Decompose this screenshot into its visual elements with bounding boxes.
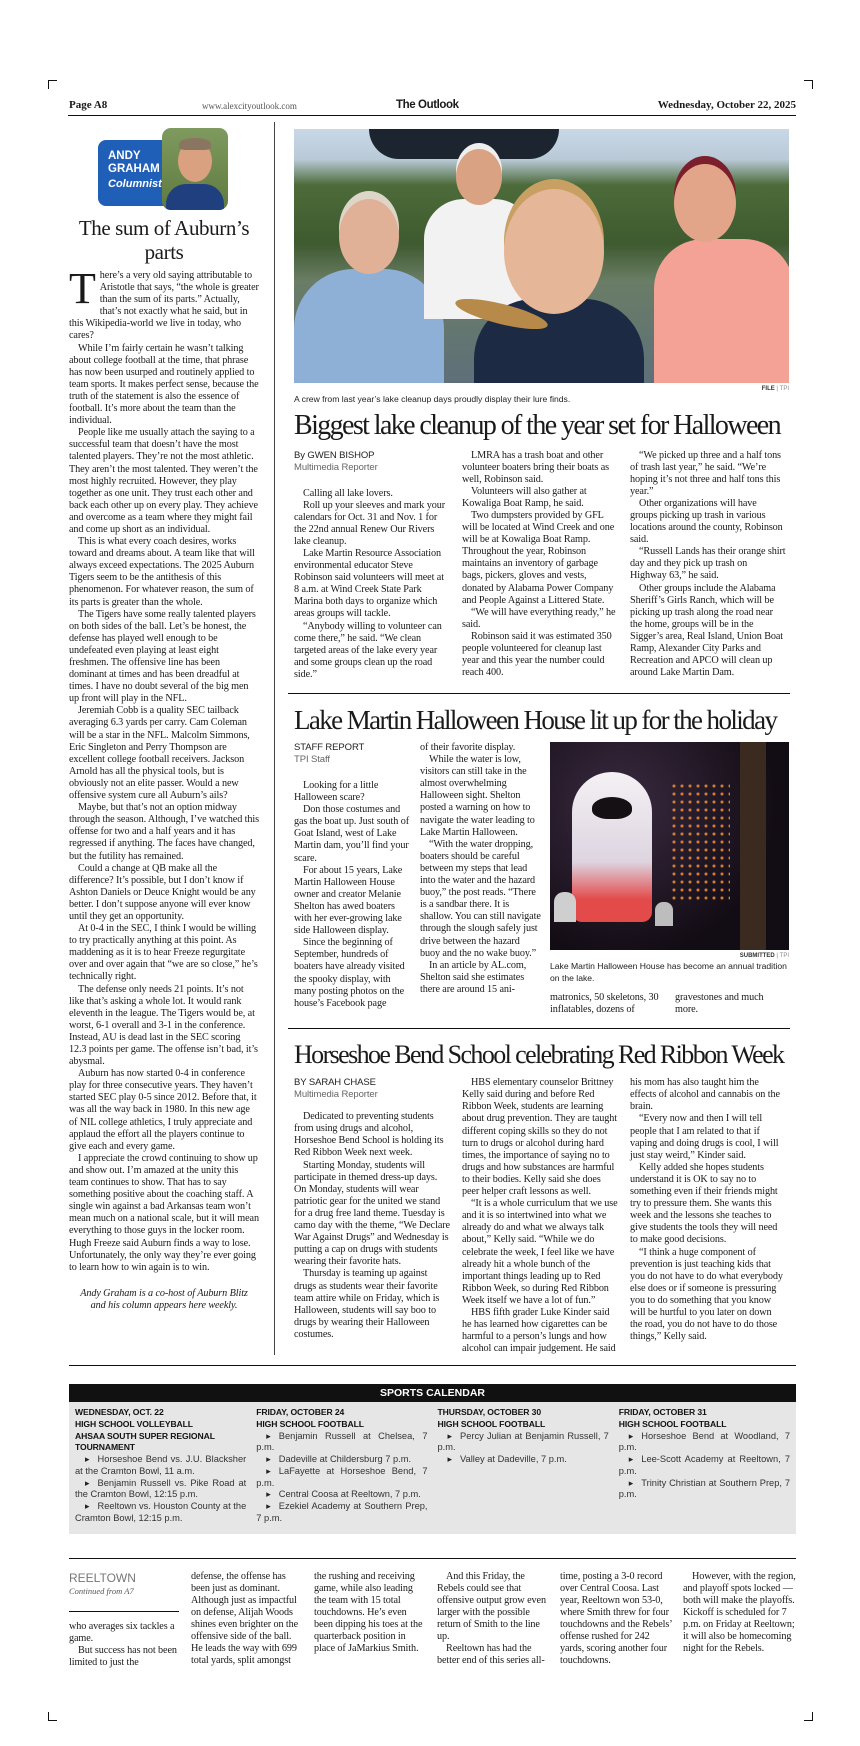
ghost-decoration bbox=[572, 772, 652, 922]
columnist-badge bbox=[98, 128, 228, 210]
headline-container bbox=[294, 408, 786, 444]
paragraph: Two dumpsters provided by GFL will be located at Wind Creek and one will be at Kowaliga Boat Ramp. Throughout the year, Robinson maintains an inventory of garbage bags, pickers, gloves and vests, donated by Alabama Power Company and People Against a Littered State. bbox=[462, 509, 615, 606]
person-right-head bbox=[674, 164, 736, 242]
calendar-game: ▸ Benjamin Russell at Chelsea, 7 p.m. bbox=[256, 1431, 427, 1454]
photo-credit: SUBMITTED | TPI bbox=[739, 953, 789, 959]
columnist-photo bbox=[162, 128, 228, 210]
paragraph: of their favorite display. bbox=[420, 742, 516, 753]
calendar-day bbox=[438, 1407, 609, 1524]
column-tagline: Andy Graham is a co-host of Auburn Blitz and his column appears here weekly. bbox=[80, 1287, 248, 1311]
continued-from[interactable]: Continued from A7 bbox=[69, 1586, 134, 1597]
byline bbox=[294, 1077, 450, 1101]
calendar-date: FRIDAY, OCTOBER 31 bbox=[618, 1407, 707, 1418]
reeltown-title: REELTOWN bbox=[69, 1571, 136, 1586]
byline bbox=[294, 450, 450, 474]
sports-calendar-title: SPORTS CALENDAR bbox=[379, 1387, 485, 1400]
sports-calendar-header bbox=[69, 1384, 796, 1402]
paragraph: Robinson said it was estimated 350 people volunteered for cleanup last year and this year the number could reach 400. bbox=[462, 630, 612, 679]
sports-calendar-body bbox=[69, 1402, 796, 1534]
photo-block bbox=[550, 742, 789, 1016]
paragraph: “I think a huge component of prevention is just teaching kids that you do not have to do what everybody else does or if someone is pressuring you to do something that you know will be hurtful to you later on down the road, you do not have to do those things,” Kelly said. bbox=[630, 1246, 783, 1343]
calendar-game: ▸ LaFayette at Horseshoe Bend, 7 p.m. bbox=[256, 1466, 427, 1489]
calendar-day bbox=[256, 1407, 427, 1524]
author-name: STAFF REPORT bbox=[294, 742, 365, 753]
paragraph: LMRA has a trash boat and other volunteer boaters bring their boats as well, Robinson said. bbox=[462, 449, 609, 485]
article-column bbox=[675, 992, 788, 1016]
calendar-game: ▸ Valley at Dadeville, 7 p.m. bbox=[438, 1454, 609, 1466]
section-rule bbox=[69, 1365, 796, 1366]
paragraph: However, with the region, and playoff spots locked — both will make the playoffs. Kickoff is scheduled for 7 p.m. on Friday at Reeltown; it will also be homecoming night for the Rebels. bbox=[683, 1571, 796, 1655]
calendar-sport: HIGH SCHOOL FOOTBALL bbox=[618, 1419, 727, 1430]
calendar-day bbox=[75, 1407, 246, 1524]
calendar-sport: HIGH SCHOOL FOOTBALL bbox=[437, 1419, 546, 1430]
halloween-body bbox=[294, 742, 796, 1016]
paragraph: “Every now and then I will tell people that I am related to that if vaping and doing drugs is cool, I will just stay weird,” Kinder said. bbox=[630, 1113, 779, 1161]
paragraph: who averages six tackles a game. bbox=[69, 1621, 175, 1645]
calendar-game: ▸ Dadeville at Childersburg 7 p.m. bbox=[256, 1454, 427, 1466]
lower-section bbox=[69, 1365, 796, 1689]
shirt-shape bbox=[166, 184, 224, 210]
columnist-last-name: GRAHAM bbox=[108, 163, 160, 175]
paragraph: “It is a whole curriculum that we use and it is so intertwined into what we already do and what we always talk about,” Kelly said. “While we do celebrate the week, I feel like we have already hit a whole bunch of the important things leading up to Red Ribbon Week, so during Red Ribbon Week itself we have a lot of fun.” bbox=[462, 1198, 618, 1306]
reeltown-article bbox=[69, 1571, 796, 1669]
paper-name: The Outlook bbox=[396, 99, 459, 111]
crop-mark bbox=[48, 1712, 57, 1721]
ghost-face bbox=[592, 797, 632, 819]
tree-trunk bbox=[740, 742, 766, 950]
article-column bbox=[294, 742, 412, 1016]
article-body bbox=[191, 1571, 796, 1669]
calendar-sport: HIGH SCHOOL VOLLEYBALL bbox=[75, 1419, 193, 1430]
paragraph: Don those costumes and gas the boat up. Just south of Goat Island, west of Lake Martin dam, you’ll find your scare. bbox=[294, 804, 409, 864]
main-area bbox=[69, 122, 796, 1355]
paragraph: “With the water dropping, boaters should be careful between my steps that lead into the water and the hazard buoy,” the post reads. “There is a sandbar there. It is shallow. You can still navigate through the slough safely just drive between the hazard buoy and the no wake buoy.” bbox=[420, 838, 541, 959]
hair-shape bbox=[179, 138, 211, 150]
column-body bbox=[69, 264, 259, 1312]
author-name: BY SARAH CHASE bbox=[294, 1077, 376, 1089]
paragraph: Dedicated to preventing students from using drugs and alcohol, Horseshoe Bend School is holding its Red Ribbon Week next week. bbox=[294, 1111, 444, 1159]
headline-container bbox=[294, 1037, 786, 1073]
author-role: Multimedia Reporter bbox=[294, 461, 378, 473]
calendar-day bbox=[619, 1407, 790, 1524]
paragraph: HBS fifth grader Luke Kinder said he has learned how cigarettes can be harmful to a person’s lungs and how alcohol can impair judgement. He said his mom has also taught him the effects of alcohol and cannabis on the brain. bbox=[462, 1077, 780, 1355]
news-area bbox=[294, 122, 796, 1355]
calendar-date: FRIDAY, OCTOBER 24 bbox=[256, 1407, 345, 1418]
paragraph: Thursday is teaming up against drugs as students wear their favorite team attire while on Friday, which is Halloween, students will say boo to drugs by wearing their Halloween costumes. bbox=[294, 1268, 440, 1340]
paragraph: This is what every coach desires, works toward and dreams about. A team like that will always exceed expectations. The 2025 Auburn Tigers seem to be the antithesis of this phenomenon. For whatever reason, the sum of its parts is greater than the whole. bbox=[69, 536, 255, 608]
halloween-photo bbox=[550, 742, 789, 950]
calendar-game: ▸ Horseshoe Bend vs. J.U. Blacksher at the Cramton Bowl, 11 a.m. bbox=[75, 1454, 246, 1477]
paragraph: HBS elementary counselor Brittney Kelly said during and before Red Ribbon Week, students are learning about drug prevention. They are taught different coping skills so they do not turn to drugs or alcohol during hard times, the importance of saying no to drugs and how substances are harmful to their bodies. Kelly said she does peer helper craft lessons as well. bbox=[462, 1077, 618, 1198]
paragraph: Roll up your sleeves and mark your calendars for Oct. 31 and Nov. 1 for the 22nd annual Renew Our Rivers lake cleanup. bbox=[294, 499, 446, 547]
paragraph: Maybe, but that’s not an option midway through the season. Although, I’ve watched this offense for two and a half years and it has regressed if anything. The faces have changed, but the futility has remained. bbox=[69, 802, 259, 862]
paragraph: But success has not been limited to just the bbox=[69, 1645, 177, 1669]
paragraph: While the water is low, visitors can still take in the almost overwhelming Halloween sight. Shelton posted a warning on how to navigate the water leading to Lake Martin Halloween. bbox=[420, 754, 535, 838]
issue-date: Wednesday, October 22, 2025 bbox=[657, 99, 796, 111]
article-column bbox=[550, 992, 663, 1016]
paragraph: “We picked up three and a half tons of trash last year,” he said. “We’re hoping it’s not three and half tons this year.” bbox=[630, 449, 781, 497]
photo-credit: FILE | TPI bbox=[761, 386, 789, 392]
paragraph: Other organizations will have groups picking up trash in various locations around the county, Robinson said. bbox=[630, 497, 783, 546]
calendar-date: WEDNESDAY, OCT. 22 bbox=[75, 1407, 164, 1418]
article-body bbox=[294, 450, 786, 682]
paragraph: Reeltown has had the better end of this series all-time, posting a 3-0 record over Central Coosa. Last year, Reeltown won 53-0, where Smith threw for four touchdowns and the Rebels’ offense rushed for 242 yards, scoring another four touchdowns. bbox=[437, 1571, 672, 1667]
website-url[interactable]: www.alexcityoutlook.com bbox=[202, 101, 297, 111]
columnist-role: Columnist bbox=[108, 178, 162, 190]
paragraph: Other groups include the Alabama Sheriff’s Girls Ranch, which will be picking up trash along the road near the home, groups will be in the Sigger’s area, Real Island, Union Boat Ramp, Alexander City Parks and Recreation and APCO will clean up around Lake Martin Dam. bbox=[630, 582, 784, 679]
person-left bbox=[294, 269, 444, 383]
paragraph: Auburn has now started 0-4 in conference play for three consecutive years. They haven’t started SEC play 0-5 since 2012. Before that, it was all the way back in 1980. In this new age of NIL college athletics, I truly appreciate and applaud the effort all the players continue to give each and every game. bbox=[69, 1068, 257, 1152]
calendar-game: ▸ Percy Julian at Benjamin Russell, 7 p.m. bbox=[438, 1431, 609, 1454]
first-paragraph-text: here’s a very old saying attributable to Aristotle that says, “the whole is greater than the sum of its parts.” Actually, that’s not exactly what he said, but in this Wikipedia-world we live in today, who cares? bbox=[69, 270, 259, 342]
column-title: The sum of Auburn’s parts bbox=[78, 216, 250, 264]
paragraph: Starting Monday, students will participate in themed dress-up days. On Monday, students will wear patriotic gear for the united we stand for a drug free land theme. Tuesday is camo day with the theme, “We Declare War Against Drugs” and Wednesday is putting a cap on drugs with students wearing their favorite hats. bbox=[294, 1159, 450, 1268]
paragraph: Volunteers will also gather at Kowaliga Boat Ramp, he said. bbox=[462, 485, 587, 509]
article-headline: Lake Martin Halloween House lit up for the holiday bbox=[294, 705, 777, 735]
paragraph: While I’m fairly certain he wasn’t talking about college football at the time, that phrase has now been usurped and routinely applied to team sports. It makes perfect sense, because the truth of the statement is also the essence of football. It’s more about the team than the individual. bbox=[69, 342, 259, 427]
page-header bbox=[69, 99, 796, 115]
headline-container bbox=[294, 702, 786, 738]
article-column bbox=[420, 742, 542, 1016]
paragraph: For about 15 years, Lake Martin Halloween House owner and creator Melanie Shelton has awed boaters with her ever-growing lake side Halloween display. bbox=[294, 864, 403, 937]
paragraph: “Russell Lands has their orange shirt day and they pick up trash on Highway 63,” he said. bbox=[630, 546, 786, 582]
photo-caption: A crew from last year’s lake cleanup days proudly display their lure finds. bbox=[294, 394, 571, 404]
gravestone bbox=[554, 892, 576, 922]
paragraph: I appreciate the crowd continuing to show up and show out. I’m amazed at the unity this team continues to show. That has to say something positive about the coaching staff. A single win against a bad Arkansas team won’t mean much on a national scale, but it will mean everything to those guys in the locker room. Hugh Freeze said Auburn finds a way to lose. Unfortunately, the only way they’re ever going to learn how to win again is to win. bbox=[69, 1152, 259, 1273]
article-body bbox=[294, 1077, 786, 1355]
paragraph: “We will have everything ready,” he said. bbox=[462, 606, 616, 630]
paragraph: And this Friday, the Rebels could see that offensive output grow even larger with the possible return of Smith to the line up. bbox=[437, 1571, 546, 1643]
calendar-game: ▸ Reeltown vs. Houston County at the Cramton Bowl, 12:15 p.m. bbox=[75, 1501, 246, 1524]
calendar-game: ▸ Horseshoe Bend at Woodland, 7 p.m. bbox=[619, 1431, 790, 1454]
paragraph: Since the beginning of September, hundreds of boaters have already visited the spooky display, with many posting photos on the house’s Facebook page bbox=[294, 937, 405, 1009]
jump-rule bbox=[69, 1611, 179, 1612]
gravestone bbox=[655, 902, 673, 926]
section-rule bbox=[69, 1558, 796, 1559]
columnist-first-name: ANDY bbox=[108, 150, 141, 162]
lights bbox=[670, 782, 730, 902]
calendar-game: ▸ Trinity Christian at Southern Prep, 7 p.m. bbox=[619, 1478, 790, 1501]
author-role: Multimedia Reporter bbox=[294, 1089, 378, 1101]
byline bbox=[294, 742, 412, 766]
calendar-date: THURSDAY, OCTOBER 30 bbox=[437, 1407, 542, 1418]
paragraph: In an article by AL.com, Shelton said she estimates there are around 15 ani- bbox=[420, 959, 527, 995]
column-divider bbox=[274, 122, 275, 1355]
drop-cap: T bbox=[69, 264, 96, 313]
lake-photo bbox=[294, 129, 789, 383]
first-paragraph bbox=[69, 264, 259, 343]
paragraph: gravestones and much more. bbox=[675, 992, 764, 1016]
crop-mark bbox=[48, 80, 57, 89]
paragraph: “Anybody willing to volunteer can come there,” he said. “We clean targeted areas of the lake every year and some groups clean up the road side.” bbox=[294, 620, 442, 680]
paragraph: People like me usually attach the saying to a successful team that doesn’t have the most talented players. They’re not the most athletic. They aren’t the most talented. They weren’t the most highly recruited. However, they play together as one unit. They trust each other and back each other up on every play. They achieve and overcome as a team where they might fail and come up short as an individual. bbox=[69, 427, 258, 535]
article-headline: Horseshoe Bend School celebrating Red Ribbon Week bbox=[294, 1040, 784, 1070]
calendar-game: ▸ Central Coosa at Reeltown, 7 p.m. bbox=[256, 1489, 427, 1501]
opinion-column bbox=[69, 122, 259, 1312]
paragraph: Calling all lake lovers. bbox=[303, 487, 393, 499]
calendar-game: ▸ Benjamin Russell vs. Pike Road at the Cramton Bowl, 12:15 p.m. bbox=[75, 1478, 246, 1501]
crop-mark bbox=[804, 1712, 813, 1721]
section-rule bbox=[288, 1028, 790, 1029]
person-center-head bbox=[504, 189, 604, 314]
paragraph: defense, the offense has been just as dominant. Although just as impactful on defense, Alijah Woods shines even brighter on the offensive side of the ball. He leads the way with 699 total yards, split amongst the rushing and receiving game, while also leading the team with 15 total touchdowns. He’s even been dipping his toes at the quarterback position in place of JaMarkius Smith. bbox=[191, 1571, 423, 1667]
paragraph: Looking for a little Halloween scare? bbox=[294, 780, 379, 804]
paragraph: At 0-4 in the SEC, I think I would be willing to try practically anything at this point. As maddening as it is to hear Freeze regurgitate over and over again that “we are so close,” he’s technically right. bbox=[69, 923, 258, 983]
paragraph: Lake Martin Resource Association environmental educator Steve Robinson said volunteers will meet at 8 a.m. at Wind Creek State Park Marina both days to organize which areas groups will tackle. bbox=[294, 547, 444, 620]
paragraph: matronics, 50 skeletons, 30 inflatables, dozens of bbox=[550, 992, 659, 1016]
crop-mark bbox=[804, 80, 813, 89]
header-rule bbox=[68, 115, 796, 116]
person-right bbox=[654, 239, 789, 383]
article-column bbox=[69, 1571, 181, 1669]
paragraph: The Tigers have some really talented players on both sides of the ball. Let’s be honest, the defense has played well enough to be undefeated even playing at least eight freshmen. The offensive line has been dominant at times and has been dreadful at times. I have no doubt several of the big men up front will play in the NFL. bbox=[69, 608, 256, 705]
paragraph: Could a change at QB make all the difference? It’s possible, but I don’t know if Ashton Daniels or Deuce Knight would be any better. I don’t suppose anyone will ever know until they get an opportunity. bbox=[69, 862, 256, 922]
page-number: Page A8 bbox=[69, 99, 108, 111]
author-role: TPI Staff bbox=[294, 754, 330, 765]
section-rule bbox=[288, 693, 790, 694]
article-headline: Biggest lake cleanup of the year set for Halloween bbox=[294, 409, 781, 441]
person-left-head bbox=[339, 199, 399, 274]
paragraph: Jeremiah Cobb is a quality SEC tailback averaging 6.3 yards per carry. Cam Coleman will be a star in the NFL. Malcolm Simmons, Eric Singleton and Perry Thompson are excellent college football receivers. Jackson Arnold has all the physical tools, but is obviously not an elite passer. Would a new offensive system cure all Auburn’s ails? bbox=[69, 705, 250, 802]
calendar-game: ▸ Lee-Scott Academy at Reeltown, 7 p.m. bbox=[619, 1454, 790, 1477]
paragraph: The defense only needs 21 points. It’s not like that’s asking a whole lot. It would rank eleventh in the league. The Tigers would be, at worst, 6-1 overall and 3-1 in the conference. Instead, AU is dead last in the SEC scoring 12.3 points per game. The offense isn’t bad, it’s abysmal. bbox=[69, 983, 258, 1068]
calendar-game: ▸ Ezekiel Academy at Southern Prep, 7 p.m. bbox=[256, 1501, 427, 1524]
calendar-sport: HIGH SCHOOL FOOTBALL bbox=[256, 1419, 364, 1430]
author-name: By GWEN BISHOP bbox=[294, 449, 375, 461]
photo-caption: Lake Martin Halloween House has become an annual tradition on the lake. bbox=[550, 961, 787, 983]
paragraph: Kelly added she hopes students understand it is OK to say no to something even if their friends might try to pressure them. She wants this week and the lessons she teaches to give students the tools they will need to make good decisions. bbox=[630, 1161, 778, 1246]
person-back-head bbox=[456, 149, 502, 205]
calendar-event: AHSAA SOUTH SUPER REGIONAL TOURNAMENT bbox=[75, 1430, 215, 1453]
